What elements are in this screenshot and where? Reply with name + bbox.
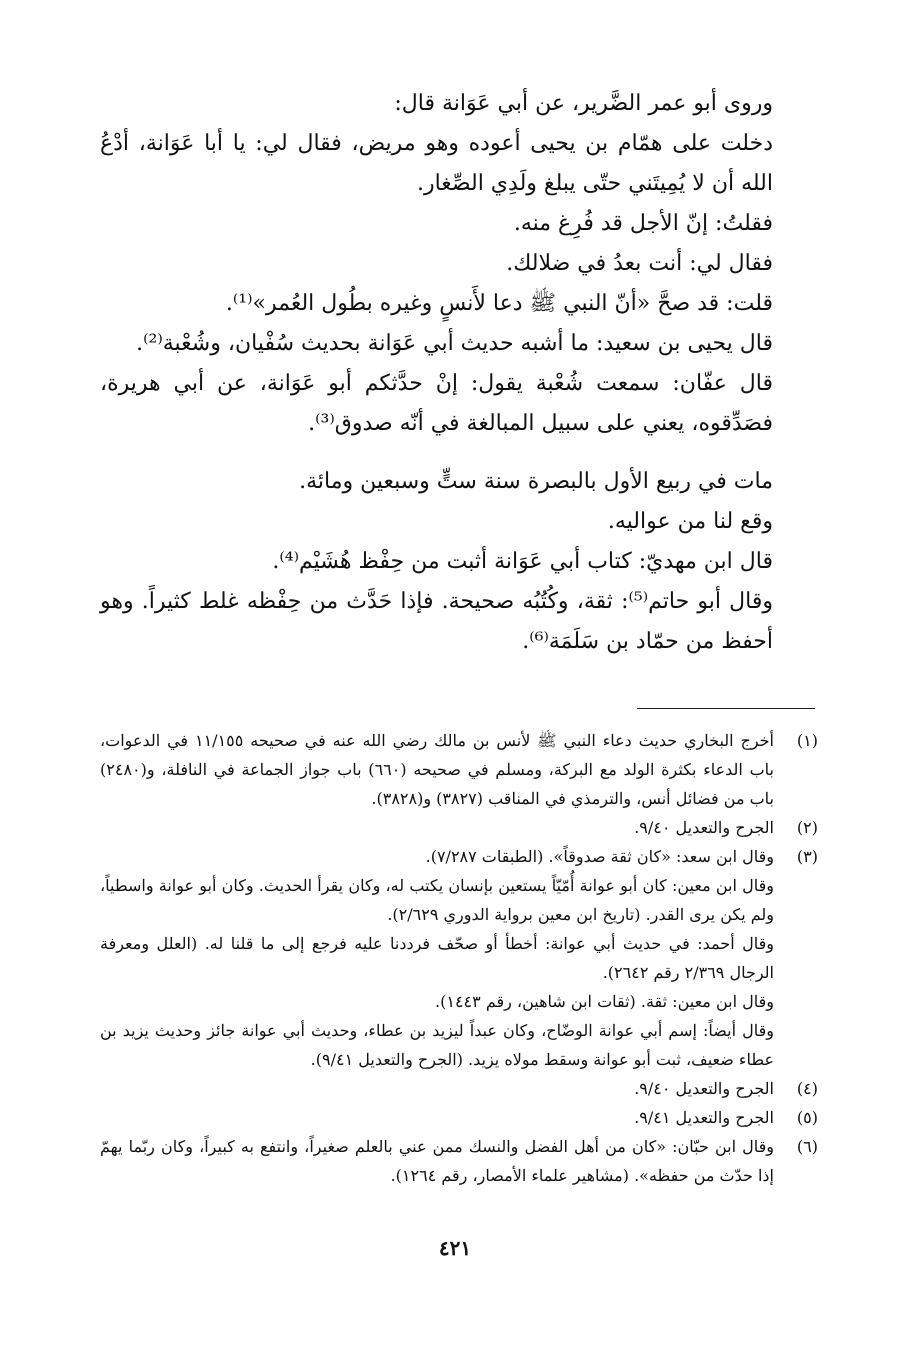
footnote-6 bbox=[100, 1132, 818, 1190]
paragraph: قلت: قد صحَّ «أنّ النبي ﷺ دعا لأَنسٍ وغيره بطُول العُمر»⁽¹⁾. bbox=[225, 291, 773, 316]
paragraph: وقع لنا من عواليه. bbox=[607, 509, 773, 534]
paragraph: دخلت على همّام بن يحيى أعوده وهو مريض، فقال لي: يا أبا عَوَانة، أدْعُ الله أن لا يُمِيتَني حتّى يبلغ ولَدِي الصِّغار. bbox=[100, 131, 773, 196]
paragraph: قال يحيى بن سعيد: ما أشبه حديث أبي عَوَانة بحديث سُفْيان، وشُعْبة⁽²⁾. bbox=[136, 331, 773, 356]
footnote-text: الجرح والتعديل ٩/٤٠. bbox=[634, 818, 774, 837]
footnote-3-sub: وقال أحمد: في حديث أبي عوانة: أخطأ أو صحّف فرددنا عليه فرجع إلى ما قلنا له. (العلل ومعرفة الرجال ٢/٣٦٩ رقم ٢٦٤٢). bbox=[100, 934, 774, 982]
paragraph: قال عفّان: سمعت شُعْبة يقول: إنْ حدَّثكم أبو عَوَانة، عن أبي هريرة، فصَدِّقوه، يعني على سبيل المبالغة في أنّه صدوق⁽³⁾. bbox=[100, 371, 773, 436]
paragraph: فقال لي: أنت بعدُ في ضلالك. bbox=[506, 251, 773, 276]
footnote-3-sub: وقال ابن معين: ثقة. (ثقات ابن شاهين، رقم ١٤٤٣). bbox=[435, 992, 774, 1011]
footnote-number: (١) bbox=[796, 731, 818, 750]
footnote-number: (٤) bbox=[796, 1079, 818, 1098]
footnote-divider bbox=[637, 708, 815, 709]
footnote-text: الجرح والتعديل ٩/٤١. bbox=[634, 1108, 774, 1127]
main-text bbox=[100, 84, 815, 662]
footnote-number: (٢) bbox=[796, 818, 818, 837]
footnote-number: (٥) bbox=[796, 1108, 818, 1127]
footnote-5 bbox=[100, 1103, 818, 1132]
footnote-number: (٦) bbox=[796, 1137, 818, 1156]
footnote-3-sub: وقال ابن معين: كان أبو عوانة أُمّيّاً يستعين بإنسان يكتب له، وكان يقرأ الحديث. وكان أبو عوانة واسطياً، ولم يكن يرى القدر. (تاريخ ابن معين برواية الدوري ٢/٦٢٩). bbox=[100, 876, 775, 924]
paragraph: مات في ربيع الأول بالبصرة سنة ستٍّ وسبعين ومائة. bbox=[299, 469, 773, 494]
footnote-number: (٣) bbox=[796, 847, 818, 866]
paragraph: وروى أبو عمر الضَّرير، عن أبي عَوَانة قال: bbox=[394, 91, 773, 116]
page-number: ٤٢١ bbox=[438, 1236, 472, 1260]
paragraph: قال ابن مهديّ: كتاب أبي عَوَانة أثبت من حِفْظ هُشَيْم⁽⁴⁾. bbox=[272, 549, 773, 574]
footnote-3 bbox=[100, 842, 818, 871]
footnote-1 bbox=[100, 726, 818, 813]
footnote-text: الجرح والتعديل ٩/٤٠. bbox=[634, 1079, 774, 1098]
footnote-text: أخرج البخاري حديث دعاء النبي ﷺ لأنس بن مالك رضي الله عنه في صحيحه ١١/١٥٥ في الدعوات، باب الدعاء بكثرة الولد مع البركة، ومسلم في صحيحه (٦٦٠) باب جواز الجماعة في النافلة، و(٢٤٨٠) باب من فضائل أنس، والترمذي في المناقب (٣٨٢٧) و(٣٨٢٨). bbox=[100, 731, 775, 808]
footnotes bbox=[100, 726, 818, 1190]
footnote-4 bbox=[100, 1074, 818, 1103]
footnote-text: وقال ابن حبّان: «كان من أهل الفضل والنسك ممن عني بالعلم صغيراً، وانتفع به كبيراً، وكان ربّما يهمّ إذا حدّث من حفظه». (مشاهير علماء الأمصار، رقم ١٢٦٤). bbox=[100, 1137, 774, 1185]
paragraph: وقال أبو حاتم⁽⁵⁾: ثقة، وكُتُبُه صحيحة. فإذا حَدَّث من حِفْظه غلط كثيراً. وهو أحفظ من حمّاد بن سَلَمَة⁽⁶⁾. bbox=[100, 589, 773, 654]
footnote-3-sub: وقال أيضاً: إسم أبي عوانة الوضّاح، وكان عبداً ليزيد بن عطاء، وحديث أبي عوانة جائز وحديث يزيد بن عطاء ضعيف، ثبت أبو عوانة وسقط مولاه يزيد. (الجرح والتعديل ٩/٤١). bbox=[100, 1021, 774, 1069]
paragraph: فقلتُ: إنّ الأجل قد فُرِغ منه. bbox=[513, 211, 773, 236]
footnote-2 bbox=[100, 813, 818, 842]
footnote-text: وقال ابن سعد: «كان ثقة صدوقاً». (الطبقات ٧/٢٨٧). bbox=[425, 847, 774, 866]
